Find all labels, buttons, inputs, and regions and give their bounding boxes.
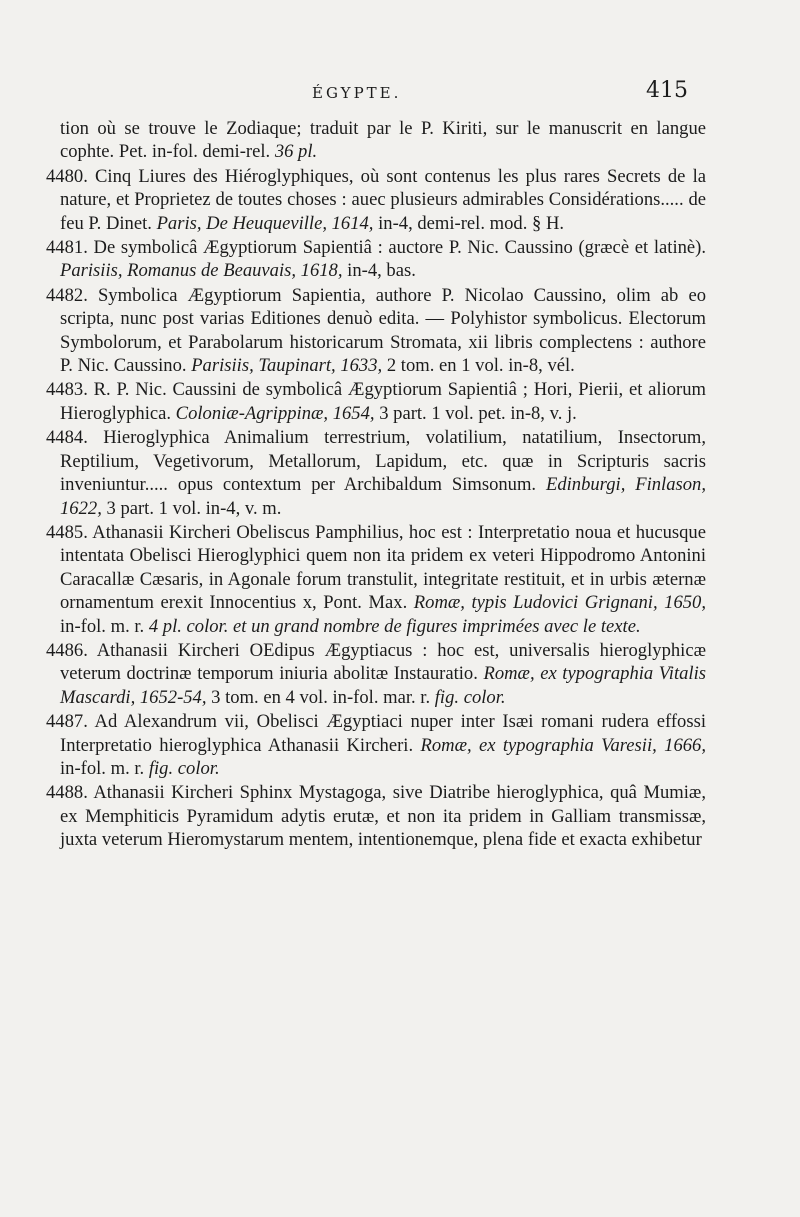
entry-number: 4488.: [46, 782, 94, 804]
entry-italic-text: Romæ, typis Ludovici Grignani, 1650,: [413, 592, 706, 614]
catalogue-entry: [46, 236, 706, 283]
entry-italic-text: 4 pl. color. et un grand nombre de figures imprimées avec le texte.: [148, 615, 641, 637]
catalogue-entry: [46, 426, 706, 520]
entry-text: Hieroglyphica Animalium terrestrium, volatilium, natatilium, Insectorum, Reptilium, Vegetivorum, Metallorum, Lapidum, etc. quæ in Scripturis sacris inveniuntur..... opus contextum per Archibaldum Simsonum.: [60, 427, 706, 496]
entry-text: in-4, demi-rel. mod. § H.: [373, 212, 565, 234]
page-number: 415: [646, 78, 688, 103]
entry-text: 3 part. 1 vol. pet. in-8, v. j.: [374, 402, 577, 424]
entry-number: 4487.: [46, 711, 95, 733]
entry-text: in-fol. m. r.: [60, 757, 149, 779]
catalogue-entry: [46, 165, 706, 235]
catalogue-entry: [46, 639, 706, 709]
catalogue-entry: [46, 710, 706, 780]
entry-text: 3 part. 1 vol. in-4, v. m.: [101, 497, 282, 519]
entry-number: 4483.: [46, 379, 94, 401]
entry-italic-text: Parisiis, Taupinart, 1633,: [191, 355, 383, 377]
page-header: [0, 78, 800, 108]
entry-text: Ad Alexandrum vii, Obelisci Ægyptiaci nuper inter Isæi romani rudera effossi Interpretatio hieroglyphica Athanasii Kircheri.: [60, 711, 706, 756]
entry-number: 4485.: [46, 521, 93, 543]
entry-text: in-4, bas.: [342, 260, 416, 282]
entry-text: tion où se trouve le Zodiaque; traduit par le P. Kiriti, sur le manuscrit en langue cophte. Pet. in-fol. demi-rel.: [60, 118, 706, 163]
entry-text: Athanasii Kircheri Sphinx Mystagoga, sive Diatribe hieroglyphica, quâ Mumiæ, ex Memphiticis Pyramidum adytis erutæ, et non ita pridem in Galliam transmissæ, juxta veterum Hieromystarum mentem, intentionemque, plena fide et exacta exhibetur: [60, 782, 706, 851]
entry-text: 2 tom. en 1 vol. in-8, vél.: [382, 355, 575, 377]
running-title: ÉGYPTE.: [312, 84, 402, 102]
entry-italic-text: Edinburgi, Finlason, 1622,: [60, 474, 706, 519]
entry-italic-text: Paris, De Heuqueville, 1614,: [156, 212, 374, 234]
entry-number: 4480.: [46, 165, 95, 187]
entry-number: 4484.: [46, 427, 104, 449]
entry-italic-text: fig. color.: [148, 757, 220, 779]
entry-text: Athanasii Kircheri OEdipus Ægyptiacus : hoc est, universalis hieroglyphicæ veterum doctrinæ temporum iniuria abolitæ Instauratio.: [60, 639, 706, 685]
catalogue-entries: [46, 117, 706, 853]
catalogue-entry: [46, 378, 706, 425]
entry-text: in-fol. m. r.: [60, 615, 149, 637]
entry-text: R. P. Nic. Caussini de symbolicâ Ægyptiorum Sapientiâ ; Hori, Pierii, et aliorum Hieroglyphica.: [60, 379, 707, 424]
entry-italic-text: Romæ, ex typographia Varesii, 1666,: [420, 734, 706, 756]
catalogue-entry: [46, 284, 706, 378]
entry-italic-text: fig. color.: [434, 686, 506, 708]
entry-italic-text: Coloniæ-Agrippinæ, 1654,: [175, 402, 375, 424]
entry-number: 4481.: [46, 237, 94, 259]
continued-entry: [46, 117, 706, 164]
entry-number: 4482.: [46, 284, 98, 306]
entry-text: Athanasii Kircheri Obeliscus Pamphilius, hoc est : Interpretatio noua et hucusque intentata Obelisci Hieroglyphici quem non ita pridem ex veteri Hippodromo Antonini Caracallæ Cæsaris, in Agonale forum transtulit, integritate restituit, et in urbis æternæ ornamentum erexit Innocentius x, Pont. Max.: [60, 521, 706, 614]
entry-number: 4486.: [46, 639, 97, 661]
entry-text: 3 tom. en 4 vol. in-fol. mar. r.: [206, 686, 435, 708]
entry-italic-text: 36 pl.: [274, 141, 318, 163]
entry-text: De symbolicâ Ægyptiorum Sapientiâ : auctore P. Nic. Caussino (græcè et latinè).: [93, 237, 706, 259]
entry-italic-text: Parisiis, Romanus de Beauvais, 1618,: [60, 260, 343, 282]
entry-text: Cinq Liures des Hiéroglyphiques, où sont contenus les plus rares Secrets de la nature, et Proprietez de toutes choses : auec plusieurs admirables Considérations..... de feu P. Dinet.: [60, 165, 707, 234]
catalogue-entry: [46, 521, 706, 638]
catalogue-entry: [46, 781, 706, 851]
entry-italic-text: Romæ, ex typographia Vitalis Mascardi, 1652-54,: [60, 663, 706, 708]
entry-text: Symbolica Ægyptiorum Sapientia, authore P. Nicolao Caussino, olim ab eo scripta, nunc post varias Editiones denuò edita. — Polyhistor symbolicus. Electorum Symbolorum, et Parabolarum historicarum Stromata, xii libris complectens : authore P. Nic. Caussino.: [60, 284, 707, 377]
